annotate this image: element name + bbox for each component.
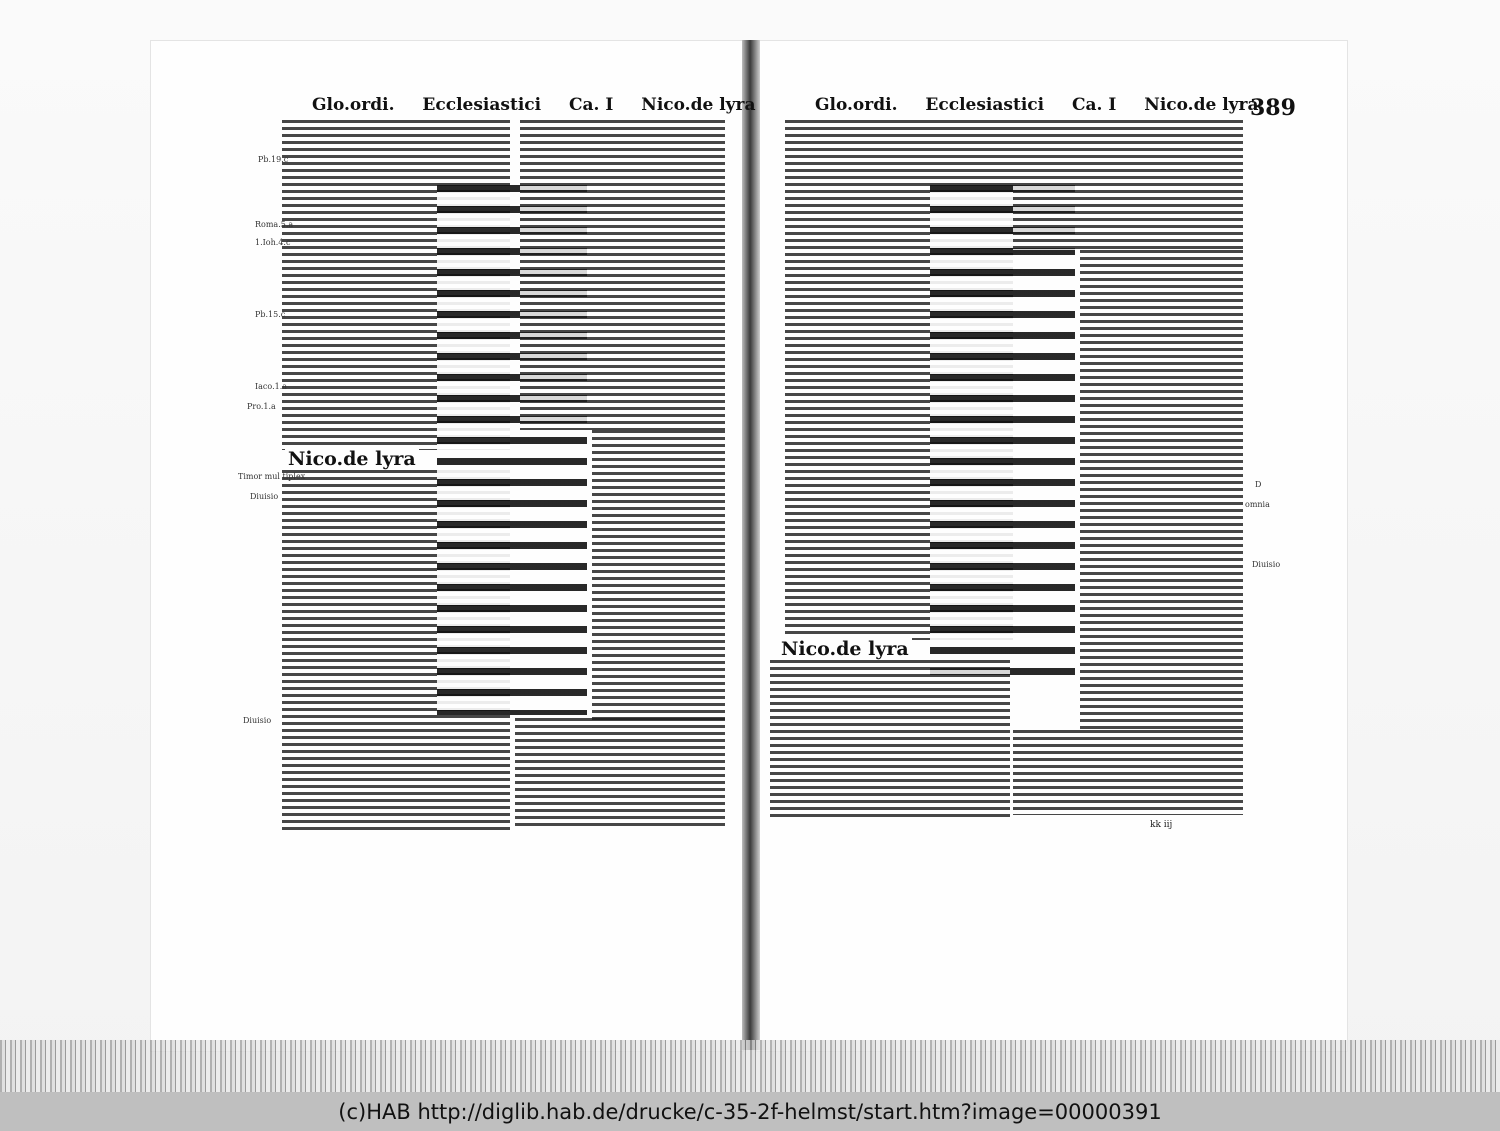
margin-note: Iaco.1.a xyxy=(255,382,288,391)
running-head-lyra: Nico.de lyra xyxy=(1144,95,1259,115)
attribution-text: (c)HAB http://diglib.hab.de/drucke/c-35-2f-helmst/start.htm?image=00000391 xyxy=(338,1099,1162,1124)
right-biblical-text xyxy=(930,185,1075,685)
left-gloss-column-d xyxy=(592,430,725,720)
margin-note: Diuisio xyxy=(1252,560,1281,569)
margin-note: omnia xyxy=(1245,500,1270,509)
right-section-heading: Nico.de lyra xyxy=(778,638,912,660)
folio-number: 389 xyxy=(1250,95,1296,121)
left-gloss-column-c xyxy=(520,120,725,430)
running-head-book: Ecclesiastici xyxy=(422,95,542,115)
right-gloss-column-e xyxy=(770,660,1010,820)
running-head-book: Ecclesiastici xyxy=(925,95,1045,115)
right-gloss-column-d xyxy=(1013,730,1243,815)
margin-note: Pb.19.c xyxy=(258,155,289,164)
running-head-lyra: Nico.de lyra xyxy=(641,95,756,115)
margin-note: Diuisio xyxy=(243,716,272,725)
margin-note: Pb.15.c xyxy=(255,310,286,319)
right-gloss-column-b xyxy=(1013,120,1243,250)
page-edge-shadow xyxy=(0,1040,1500,1092)
attribution-footer xyxy=(0,1092,1500,1131)
running-head-gloss: Glo.ordi. xyxy=(312,95,395,115)
left-gloss-column-e xyxy=(515,718,725,830)
margin-note: Diuisio xyxy=(250,492,279,501)
left-page-header xyxy=(312,95,778,121)
right-page-header xyxy=(815,95,1281,121)
margin-note: D xyxy=(1255,480,1262,489)
margin-note: Roma.5.a xyxy=(255,220,294,229)
running-head-chapter: Ca. I xyxy=(569,95,614,115)
margin-note: Pro.1.a xyxy=(247,402,276,411)
margin-note: 1.Ioh.4.c xyxy=(255,238,291,247)
margin-note: Timor mul tiplex xyxy=(238,472,306,481)
book-gutter xyxy=(742,40,760,1050)
running-head-gloss: Glo.ordi. xyxy=(815,95,898,115)
signature-mark: kk iij xyxy=(1150,820,1173,830)
left-section-heading: Nico.de lyra xyxy=(285,448,419,470)
right-gloss-column-c xyxy=(1080,250,1243,730)
running-head-chapter: Ca. I xyxy=(1072,95,1117,115)
